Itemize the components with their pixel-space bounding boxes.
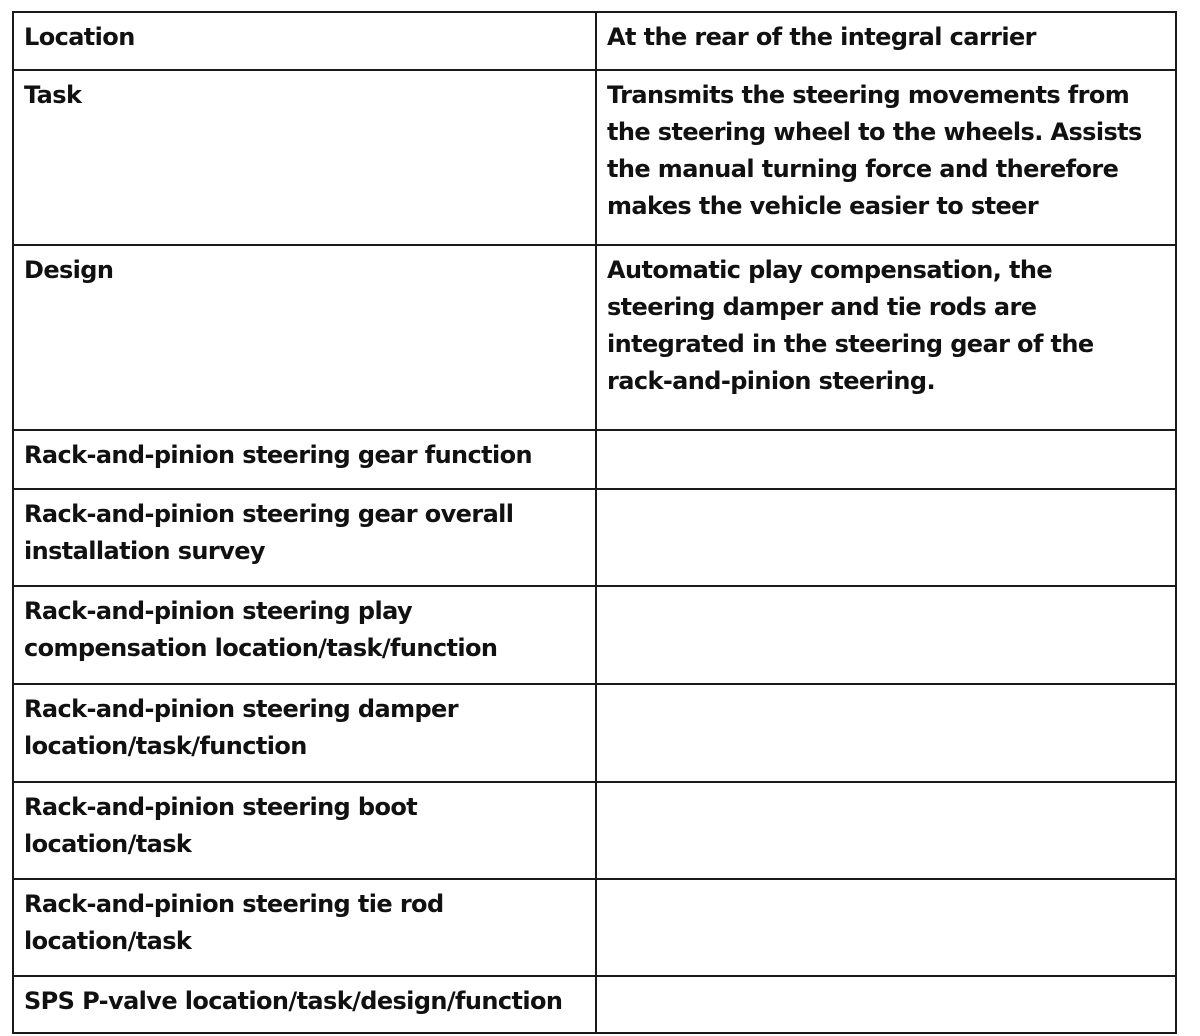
table-row (13, 879, 1176, 976)
row-value-blank[interactable] (596, 879, 1176, 976)
row-label: Task (13, 70, 596, 245)
row-label: Design (13, 245, 596, 430)
row-label: Rack-and-pinion steering tie rod location/task (13, 879, 596, 976)
row-value-blank[interactable] (596, 976, 1176, 1033)
row-label: Location (13, 12, 596, 70)
row-label: Rack-and-pinion steering boot location/task (13, 782, 596, 879)
row-value-blank[interactable] (596, 489, 1176, 586)
row-value: At the rear of the integral carrier (596, 12, 1176, 70)
table-row (13, 12, 1176, 70)
row-label: Rack-and-pinion steering damper location/task/function (13, 684, 596, 782)
row-value-blank[interactable] (596, 782, 1176, 879)
row-label: Rack-and-pinion steering gear function (13, 430, 596, 489)
table-row (13, 245, 1176, 430)
table-row (13, 70, 1176, 245)
row-value: Automatic play compensation, the steering damper and tie rods are integrated in the steering gear of the rack-and-pinion steering. (596, 245, 1176, 430)
row-value-blank[interactable] (596, 684, 1176, 782)
table-row (13, 684, 1176, 782)
table-row (13, 586, 1176, 684)
worksheet-table (12, 11, 1177, 1034)
row-value: Transmits the steering movements from the steering wheel to the wheels. Assists the manual turning force and therefore makes the vehicle easier to steer (596, 70, 1176, 245)
row-label: Rack-and-pinion steering play compensation location/task/function (13, 586, 596, 684)
row-label: SPS P-valve location/task/design/function (13, 976, 596, 1033)
table-row (13, 489, 1176, 586)
row-value-blank[interactable] (596, 586, 1176, 684)
table-row (13, 430, 1176, 489)
row-label: Rack-and-pinion steering gear overall installation survey (13, 489, 596, 586)
row-value-blank[interactable] (596, 430, 1176, 489)
table-row (13, 976, 1176, 1033)
table-row (13, 782, 1176, 879)
